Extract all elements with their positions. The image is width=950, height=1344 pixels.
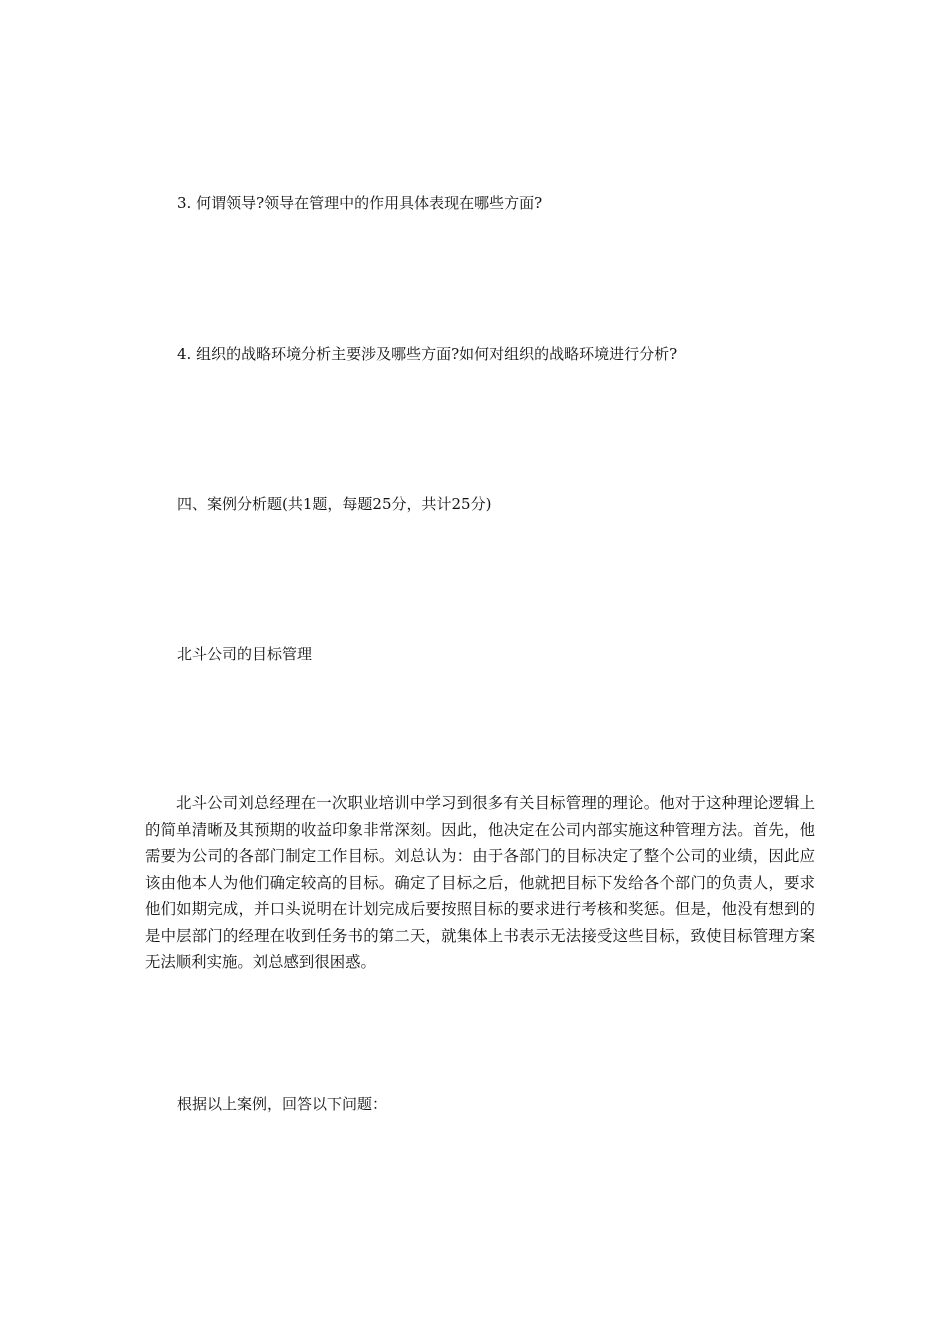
section-heading: 四、案例分析题(共1题，每题25分，共计25分) <box>177 495 492 513</box>
question-4: 4. 组织的战略环境分析主要涉及哪些方面?如何对组织的战略环境进行分析? <box>177 345 678 363</box>
case-title: 北斗公司的目标管理 <box>177 645 313 663</box>
question-3: 3. 何谓领导?领导在管理中的作用具体表现在哪些方面? <box>177 194 543 212</box>
case-questions-prompt: 根据以上案例，回答以下问题： <box>177 1095 388 1113</box>
case-body-paragraph: 北斗公司刘总经理在一次职业培训中学习到很多有关目标管理的理论。他对于这种理论逻辑上的简单清晰及其预期的收益印象非常深刻。因此，他决定在公司内部实施这种管理方法。首先，他需要为公司的各部门制定工作目标。刘总认为：由于各部门的目标决定了整个公司的业绩，因此应该由他本人为他们确定较高的目标。确定了目标之后，他就把目标下发给各个部门的负责人，要求他们如期完成，并口头说明在计划完成后要按照目标的要求进行考核和奖惩。但是，他没有想到的是中层部门的经理在收到任务书的第二天，就集体上书表示无法接受这些目标，致使目标管理方案无法顺利实施。刘总感到很困惑。 <box>145 794 815 971</box>
